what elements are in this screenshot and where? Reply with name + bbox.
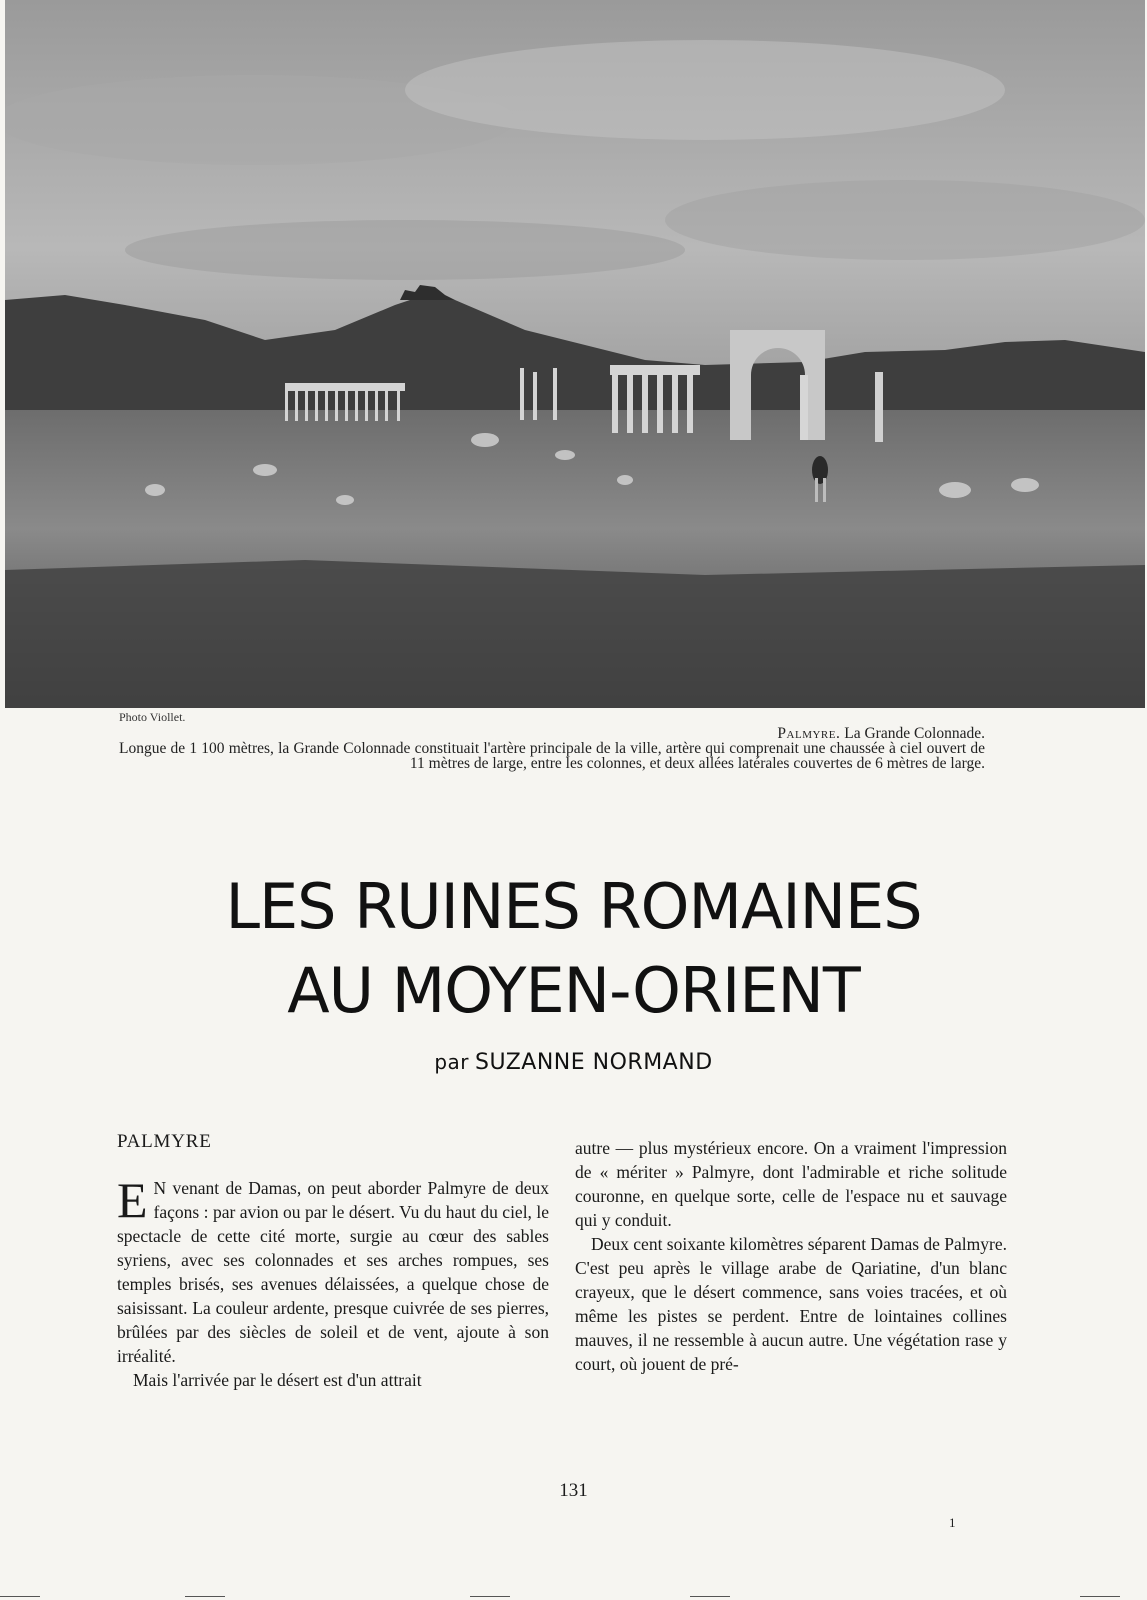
trim-line — [1080, 1596, 1120, 1597]
paragraph-1-text: N venant de Damas, on peut aborder Palmyre de deux façons : par avion ou par le désert. Vu du haut du ciel, le spectacle de cette cité morte, surgie au cœur des sables syriens, avec ses colonnades et ses arches rompues, ses temples brisés, ses avenues délaissées, a quelque chose de saisissant. La couleur ardente, presque cuivrée de ses pierres, brûlées par des siècles de soleil et de vent, ajoute à son irréalité. — [117, 1178, 549, 1366]
photo-ruins-icon — [5, 0, 1145, 708]
byline-author: SUZANNE NORMAND — [475, 1050, 713, 1075]
paragraph-4: Deux cent soixante kilomètres séparent Damas de Palmyre. C'est peu après le village arabe de Qariatine, d'un blanc crayeux, que le désert commence, sans voies tracées, et où même les pistes se perdent. Entre de lointaines collines mauves, il ne ressemble à aucun autre. Une végétation rase y court, où jouent de pré- — [575, 1234, 1007, 1374]
article-column-right — [575, 1136, 1007, 1376]
drop-cap: E — [117, 1172, 148, 1228]
caption-text: Longue de 1 100 mètres, la Grande Colonnade constituait l'artère principale de la ville, artère qui comprenait une chaussée à ciel ouvert de 11 mètres de large, entre les colonnes, et deux allées latérales couvertes de 6 mètres de large. — [119, 740, 985, 772]
caption-subject: La Grande Colonnade. — [840, 725, 985, 742]
caption-heading — [119, 726, 985, 741]
byline-par: par — [434, 1050, 470, 1074]
paragraph-2: Mais l'arrivée par le désert est d'un attrait — [133, 1370, 422, 1390]
signature-mark: 1 — [949, 1515, 956, 1530]
article-column-left — [117, 1130, 549, 1392]
title-line-2: AU MOYEN-ORIENT — [287, 954, 860, 1027]
photo-caption — [119, 726, 985, 771]
article-title — [0, 865, 1147, 1033]
byline — [0, 1050, 1147, 1075]
title-line-1: LES RUINES ROMAINES — [225, 870, 922, 943]
paragraph-1 — [117, 1172, 549, 1368]
page-number: 131 — [559, 1480, 588, 1501]
trim-line — [470, 1596, 510, 1597]
photo-credit: Photo Viollet. — [119, 710, 186, 724]
trim-line — [185, 1596, 225, 1597]
palmyra-photo — [5, 0, 1145, 708]
trim-line — [0, 1596, 40, 1597]
paragraph-3: autre — plus mystérieux encore. On a vraiment l'impression de « mériter » Palmyre, dont l'admirable et riche solitude couronne, en quelque sorte, celle de l'espace nu et sauvage qui y conduit. — [575, 1138, 1007, 1230]
section-heading: PALMYRE — [117, 1131, 212, 1152]
trim-line — [690, 1596, 730, 1597]
caption-place: Palmyre. — [777, 725, 841, 742]
